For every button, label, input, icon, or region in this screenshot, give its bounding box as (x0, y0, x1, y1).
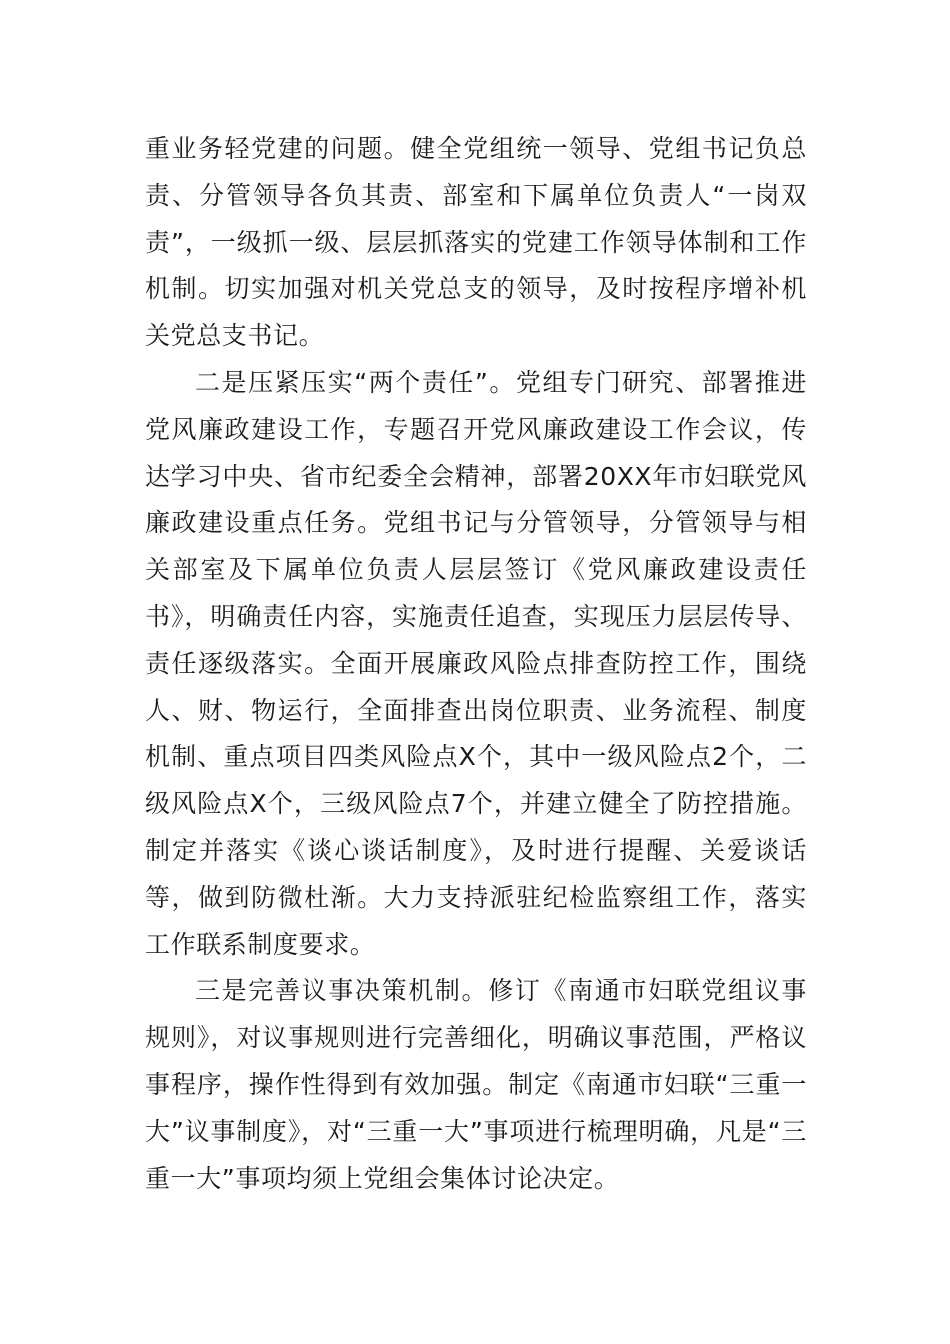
document-body (145, 126, 807, 1202)
paragraph-continuation: 重业务轻党建的问题。健全党组统一领导、党组书记负总责、分管领导各负其责、部室和下属单位负责人“一岗双责”，一级抓一级、层层抓落实的党建工作领导体制和工作机制。切实加强对机关党总支的领导，及时按程序增补机关党总支书记。 (145, 134, 807, 351)
paragraph-decision-mechanism: 三是完善议事决策机制。修订《南通市妇联党组议事规则》，对议事规则进行完善细化，明确议事范围，严格议事程序，操作性得到有效加强。制定《南通市妇联“三重一大”议事制度》，对“三重一大”事项进行梳理明确，凡是“三重一大”事项均须上党组会集体讨论决定。 (145, 976, 807, 1193)
paragraph-two-responsibilities: 二是压紧压实“两个责任”。党组专门研究、部署推进党风廉政建设工作，专题召开党风廉政建设工作会议，传达学习中央、省市纪委全会精神，部署20XX年市妇联党风廉政建设重点任务。党组书记与分管领导，分管领导与相关部室及下属单位负责人层层签订《党风廉政建设责任书》，明确责任内容，实施责任追查，实现压力层层传导、责任逐级落实。全面开展廉政风险点排查防控工作，围绕人、财、物运行，全面排查出岗位职责、业务流程、制度机制、重点项目四类风险点X个，其中一级风险点2个，二级风险点X个，三级风险点7个，并建立健全了防控措施。制定并落实《谈心谈话制度》，及时进行提醒、关爱谈话等，做到防微杜渐。大力支持派驻纪检监察组工作，落实工作联系制度要求。 (145, 367, 807, 959)
